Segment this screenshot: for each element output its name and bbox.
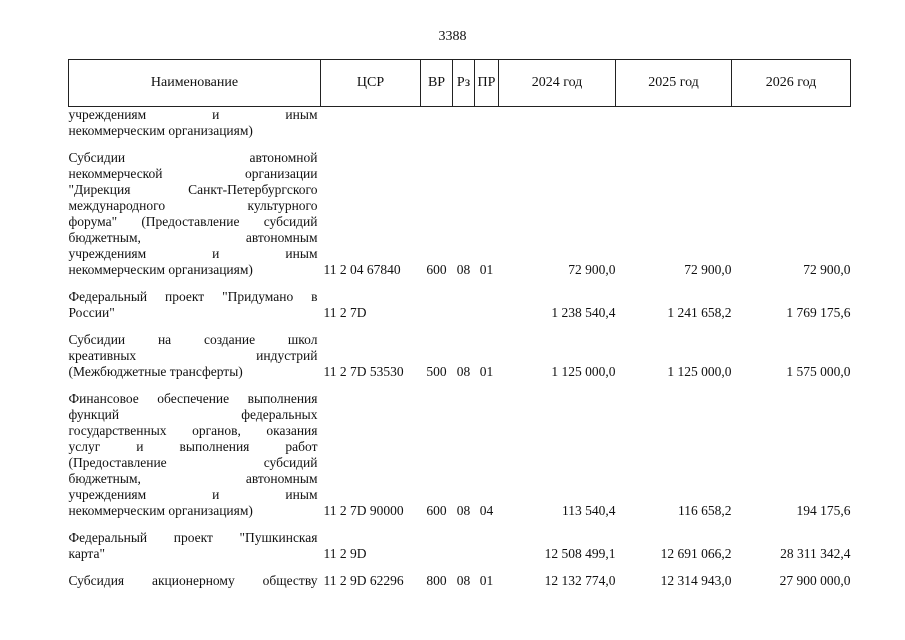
cell-2025: 72 900,0 [684,262,732,277]
cell-2026: 27 900 000,0 [779,573,851,588]
cell-vr: 600 [426,503,447,518]
cell-rz: 08 [456,364,471,379]
cell-csr: 11 2 9D [323,546,367,561]
header-csr: ЦСР [321,60,421,107]
cell-2024: 12 508 499,1 [544,546,616,561]
table-row [69,562,851,589]
name-line: функций федеральных [68,407,318,422]
table-row [69,519,851,562]
name-line: "Дирекция Санкт-Петербургского [68,182,318,197]
name-line: государственных органов, оказания [68,423,318,438]
header-2026: 2026 год [732,60,851,107]
name-line: России" [68,305,115,320]
name-line: (Предоставление субсидий [68,455,318,470]
cell-vr: 600 [426,262,447,277]
cell-rz: 08 [456,503,471,518]
cell-csr: 11 2 9D 62296 [323,573,404,588]
cell-csr: 11 2 7D [323,305,367,320]
header-pr: ПР [475,60,499,107]
name-line: некоммерческим организациям) [68,262,253,277]
cell-2024: 1 238 540,4 [551,305,616,320]
cell-name [69,278,321,321]
cell-csr: 11 2 7D 90000 [323,503,404,518]
name-line: Финансовое обеспечение выполнения [68,391,318,406]
cell-vr [421,278,453,321]
cell-csr: 11 2 04 67840 [323,262,401,277]
cell-rz: 08 [456,262,471,277]
name-line: Субсидия акционерному обществу [68,573,318,588]
header-rz: Рз [453,60,475,107]
cell-2026: 1 575 000,0 [786,364,851,379]
name-line: карта" [68,546,105,561]
cell-2025: 12 314 943,0 [660,573,732,588]
page-number: 3388 [438,29,467,44]
cell-pr: 04 [479,503,494,518]
cell-pr: 01 [479,364,494,379]
cell-name [69,519,321,562]
cell-csr: 11 2 7D 53530 [323,364,404,379]
table-row [69,321,851,380]
cell-2024: 113 540,4 [562,503,616,518]
cell-vr [421,107,453,140]
cell-name [69,562,321,589]
name-line: некоммерческим организациям) [68,123,253,138]
name-line: услуг и выполнения работ [68,439,318,454]
cell-vr [421,519,453,562]
cell-name [69,321,321,380]
name-line: некоммерческим организациям) [68,503,253,518]
cell-rz [453,519,475,562]
cell-vr: 800 [426,573,447,588]
cell-pr [475,278,499,321]
cell-2025: 12 691 066,2 [660,546,732,561]
header-2025: 2025 год [616,60,732,107]
name-line: некоммерческой организации [68,166,318,181]
cell-rz: 08 [456,573,471,588]
name-line: Федеральный проект "Пушкинская [68,530,318,545]
name-line: (Межбюджетные трансферты) [68,364,243,379]
cell-2025 [616,107,732,140]
cell-2026: 1 769 175,6 [786,305,851,320]
cell-name [69,107,321,140]
cell-pr [475,107,499,140]
header-2024: 2024 год [499,60,616,107]
cell-rz [453,107,475,140]
cell-2026 [732,107,851,140]
cell-2026: 194 175,6 [796,503,851,518]
name-line: бюджетным, автономным [68,230,318,245]
name-line: бюджетным, автономным [68,471,318,486]
name-line: учреждениям и иным [68,107,318,122]
cell-2024: 12 132 774,0 [544,573,616,588]
cell-2025: 116 658,2 [678,503,732,518]
name-line: Субсидии автономной [68,150,318,165]
cell-csr [321,107,421,140]
cell-2026: 72 900,0 [803,262,851,277]
budget-table [68,59,851,589]
name-line: Федеральный проект "Придумано в [68,289,318,304]
table-body [69,107,851,590]
cell-pr [475,519,499,562]
name-line: Субсидии на создание школ [68,332,318,347]
cell-pr: 01 [479,573,494,588]
cell-2024: 72 900,0 [568,262,616,277]
cell-2026: 28 311 342,4 [780,546,851,561]
table-row [69,278,851,321]
cell-name [69,380,321,519]
cell-2025: 1 241 658,2 [667,305,732,320]
cell-2024 [499,107,616,140]
table-row [69,107,851,140]
table-header [69,60,851,107]
header-vr: ВР [421,60,453,107]
cell-pr: 01 [479,262,494,277]
cell-rz [453,278,475,321]
cell-vr: 500 [426,364,447,379]
header-name: Наименование [69,60,321,107]
table-row [69,139,851,278]
name-line: креативных индустрий [68,348,318,363]
table-row [69,380,851,519]
cell-2025: 1 125 000,0 [667,364,732,379]
name-line: форума" (Предоставление субсидий [68,214,318,229]
cell-2024: 1 125 000,0 [551,364,616,379]
name-line: учреждениям и иным [68,487,318,502]
cell-name [69,139,321,278]
name-line: международного культурного [68,198,318,213]
name-line: учреждениям и иным [68,246,318,261]
